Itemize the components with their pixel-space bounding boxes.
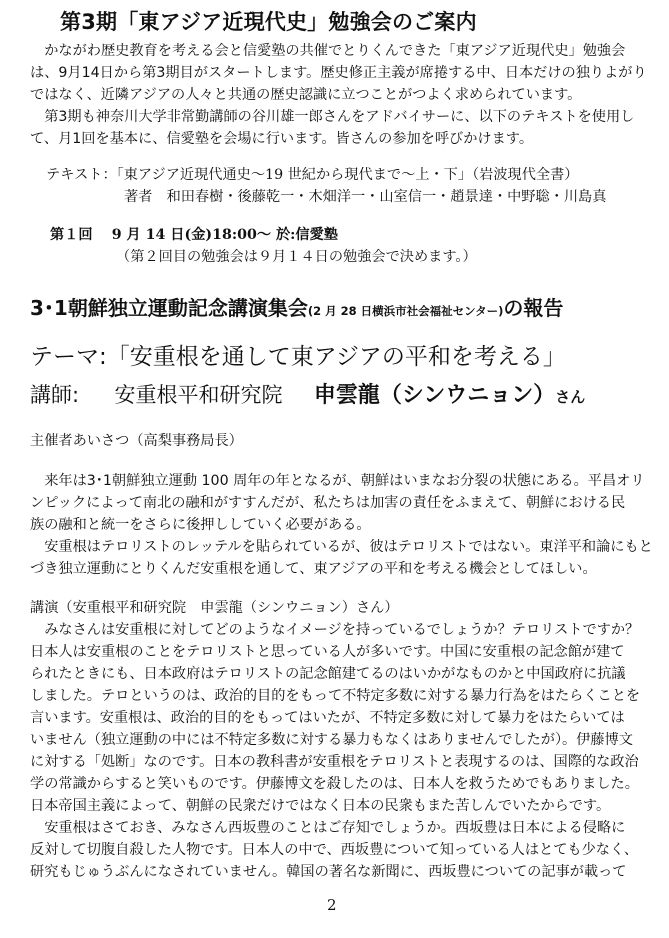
lecture-line: いません（独立運動の中には不特定多数に対する暴力もなくはありませんでしたが）。伊藤博文 bbox=[30, 732, 633, 748]
greeting-heading: 主催者あいさつ（高梨事務局長） bbox=[30, 433, 243, 449]
section2-title-main: 3･1朝鮮独立運動記念講演集会 bbox=[30, 296, 308, 320]
greeting-line: づき独立運動にとりくんだ安重根を通して、東アジアの平和を考える機会としてほしい。 bbox=[30, 561, 597, 577]
section1-title: 第3期「東アジア近現代史」勉強会のご案内 bbox=[60, 10, 477, 34]
lecturer-name: 申雲龍（シンウニョン） bbox=[313, 383, 556, 408]
section1-para1-line2: は、9月14日から第3期目がスタートします。歴史修正主義が席捲する中、日本だけの独りよがり bbox=[30, 65, 647, 81]
lecture-line: 日本帝国主義によって、朝鮮の民衆だけではなく日本の民衆もまた苦しんでいたからです。 bbox=[30, 798, 611, 814]
section2-title bbox=[30, 292, 563, 321]
section1-para2-line1: 第3期も神奈川大学非常勤講師の谷川雄一郎さんをアドバイサーに、以下のテキストを使用し bbox=[30, 109, 635, 125]
section2-title-venue: (2 月 28 日横浜市社会福祉センター) bbox=[307, 304, 504, 318]
lecture-line: 学の常識からすると笑いものです。伊藤博文を殺したのは、日本人を救うためでもありました。 bbox=[30, 776, 639, 792]
lecturer-org: 安重根平和研究院 bbox=[114, 383, 283, 407]
textbook-line: テキスト：「東アジア近現代通史～19 世紀から現代まで～上・下」（岩波現代全書） bbox=[46, 167, 579, 183]
lecture-line: 反対して切腹自殺した人物です。日本人の中で、西坂豊について知っている人はとても少なく、 bbox=[30, 842, 639, 858]
lecture-line: しました。テロというのは、政治的目的をもって不特定多数に対する暴力行為をはたらくことを bbox=[30, 688, 641, 704]
session-note: （第２回目の勉強会は９月１４日の勉強会で決めます。） bbox=[116, 249, 477, 265]
lecture-line: に対する「処断」なのです。日本の教科書が安重根をテロリストと表現するのは、国際的な政治 bbox=[30, 754, 639, 770]
lecture-line: 言います。安重根は、政治的目的をもってはいたが、不特定多数に対して暴力をはたらいては bbox=[30, 710, 625, 726]
lecturer-line bbox=[30, 378, 585, 409]
section1-para2-line2: て、月1回を基本に、信愛塾を会場に行います。皆さんの参加を呼びかけます。 bbox=[30, 131, 534, 147]
greeting-line: ンピックによって南北の融和がすすんだが、私たちは加害の責任をふまえて、朝鮮における民 bbox=[30, 495, 626, 511]
greeting-line: 安重根はテロリストのレッテルを貼られているが、彼はテロリストではない。東洋平和論にもと bbox=[30, 539, 653, 555]
greeting-line: 族の融和と統一をさらに後押ししていく必要がある。 bbox=[30, 517, 371, 533]
authors-line: 著者 和田春樹・後藤乾一・木畑洋一・山室信一・趙景達・中野聡・川島真 bbox=[124, 189, 607, 205]
lecture-line: 研究もじゅうぶんになされていません。韓国の著名な新聞に、西坂豊についての記事が載って bbox=[30, 864, 627, 880]
greeting-line: 来年は3･1朝鮮独立運動 100 周年の年となるが、朝鮮はいまなお分裂の状態にある。平昌オリ bbox=[30, 473, 645, 489]
lecture-line: 日本人は安重根のことをテロリストと思っている人が多いです。中国に安重根の記念館が建て bbox=[30, 644, 625, 660]
section2-title-end: の報告 bbox=[503, 296, 564, 320]
section1-para1-line1: かながわ歴史教育を考える会と信愛塾の共催でとりくんできた「東アジア近現代史」勉強会 bbox=[30, 43, 626, 59]
section1-para1-line3: ではなく、近隣アジアの人々と共通の歴史認識に立つことがつよく求められています。 bbox=[30, 87, 582, 103]
lecture-theme: テーマ:「安重根を通して東アジアの平和を考える」 bbox=[30, 344, 566, 370]
lecturer-suffix: さん bbox=[555, 388, 586, 406]
page-number: 2 bbox=[327, 896, 337, 914]
lecture-line: 安重根はさておき、みなさん西坂豊のことはご存知でしょうか。西坂豊は日本による侵略に bbox=[30, 820, 626, 836]
lecture-line: みなさんは安重根に対してどのようなイメージを持っているでしょうか？テロリストですか？ bbox=[30, 622, 640, 638]
lecture-line: られたときにも、日本政府はテロリストの記念館建てるのはいかがなものかと中国政府に抗議 bbox=[30, 666, 626, 682]
lecturer-label: 講師: bbox=[30, 383, 80, 407]
lecture-heading: 講演（安重根平和研究院 申雲龍（シンウニョン）さん） bbox=[30, 600, 399, 616]
session-line: 第１回 9 月 14 日(金)18:00～ 於:信愛塾 bbox=[50, 227, 338, 243]
